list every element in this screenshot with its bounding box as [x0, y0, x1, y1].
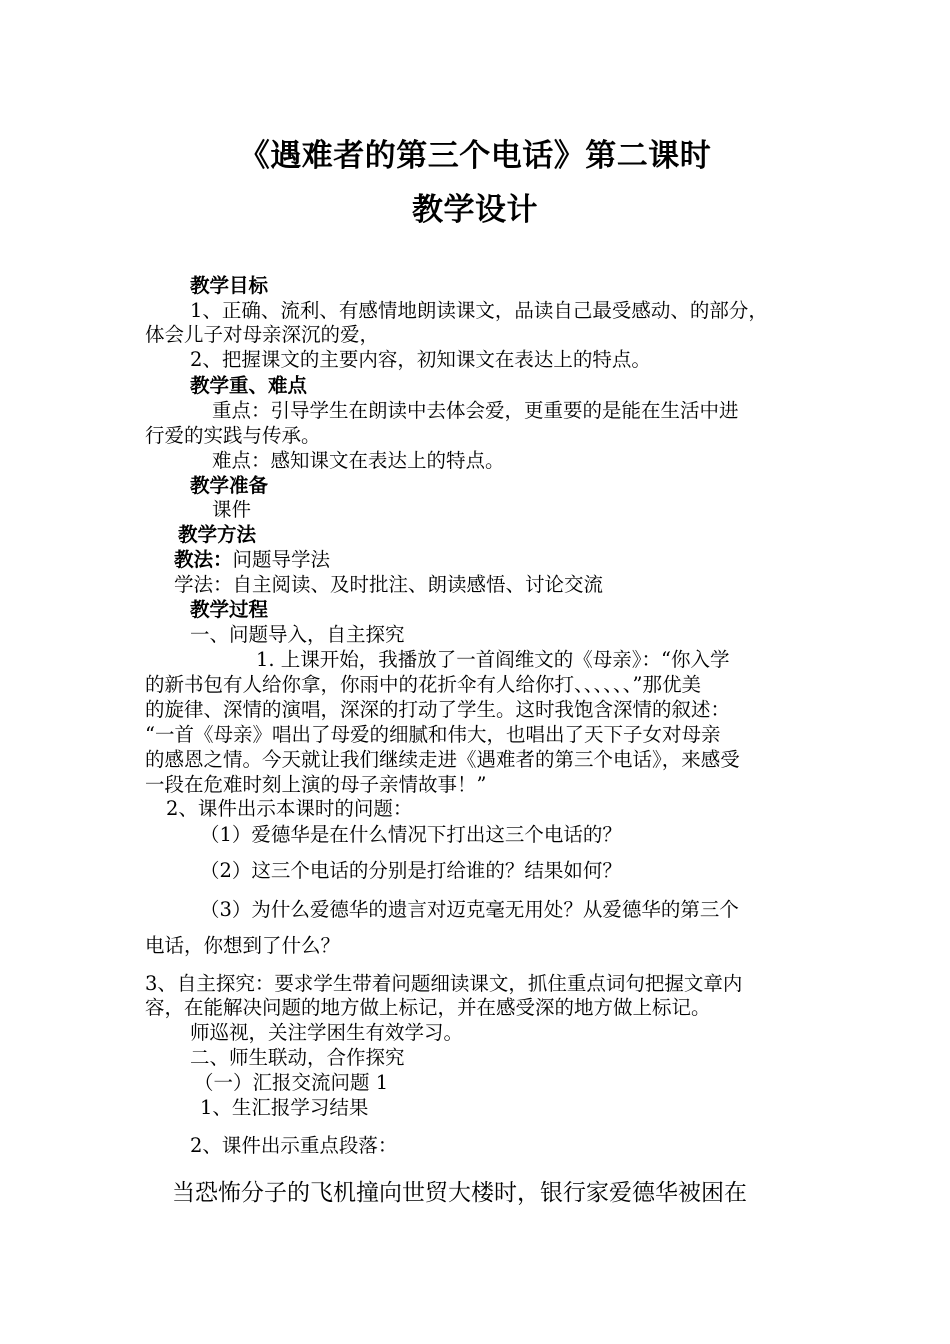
goal-2: 2、把握课文的主要内容，初知课文在表达上的特点。 — [190, 348, 651, 371]
step-1-line-3: 的旋律、深情的演唱，深深的打动了学生。这时我饱含深情的叙述： — [145, 698, 731, 721]
excerpt-paragraph: 当恐怖分子的飞机撞向世贸大楼时，银行家爱德华被困在 — [172, 1180, 747, 1206]
section-2-step-2: 2、课件出示重点段落： — [190, 1134, 398, 1157]
question-2: （2）这三个电话的分别是打给谁的？结果如何？ — [200, 859, 622, 882]
goal-heading: 教学目标 — [190, 274, 269, 297]
process-heading: 教学过程 — [190, 598, 269, 621]
section-2-step-1: 1、生汇报学习结果 — [200, 1096, 369, 1119]
section-2-heading: 二、师生联动，合作探究 — [190, 1046, 405, 1069]
question-3-line-2: 电话，你想到了什么？ — [145, 934, 341, 957]
step-1-line-4: “一首《母亲》唱出了母爱的细腻和伟大，也唱出了天下子女对母亲 — [145, 723, 721, 746]
teaching-method — [174, 548, 330, 572]
document-title: 《遇难者的第三个电话》第二课时 — [238, 138, 712, 174]
goal-1-line-2: 体会儿子对母亲深沉的爱， — [145, 323, 380, 346]
preparation-heading: 教学准备 — [190, 474, 269, 497]
document-subtitle: 教学设计 — [412, 192, 538, 228]
section-1-heading: 一、问题导入，自主探究 — [190, 623, 405, 646]
method-heading: 教学方法 — [178, 523, 257, 546]
step-1-line-2: 的新书包有人给你拿，你雨中的花折伞有人给你打、、、、、、”那优美 — [145, 673, 701, 696]
key-point-line-2: 行爱的实践与传承。 — [145, 424, 321, 447]
step-1-line-1: 1. 上课开始，我播放了一首阎维文的《母亲》：“你入学 — [256, 648, 730, 671]
step-3-line-2: 容，在能解决问题的地方做上标记，并在感受深的地方做上标记。 — [145, 996, 711, 1019]
preparation-value: 课件 — [212, 498, 252, 521]
question-1: （1）爱德华是在什么情况下打出这三个电话的？ — [200, 823, 622, 846]
question-3-line-1: （3）为什么爱德华的遗言对迈克毫无用处？从爱德华的第三个 — [200, 898, 739, 921]
learning-method: 学法：自主阅读、及时批注、朗读感悟、讨论交流 — [174, 573, 604, 596]
step-2: 2、课件出示本课时的问题： — [166, 797, 413, 820]
step-3-line-1: 3、自主探究：要求学生带着问题细读课文，抓住重点词句把握文章内 — [145, 972, 743, 995]
section-2-subheading: （一）汇报交流问题 1 — [194, 1071, 389, 1094]
teaching-method-label: 教法： — [174, 548, 233, 571]
difficult-point: 难点：感知课文在表达上的特点。 — [212, 449, 505, 472]
teaching-method-value: 问题导学法 — [232, 548, 331, 571]
step-1-line-6: 一段在危难时刻上演的母子亲情故事！” — [145, 773, 487, 796]
key-points-heading: 教学重、难点 — [190, 374, 308, 397]
goal-1-line-1: 1、正确、流利、有感情地朗读课文，品读自己最受感动、的部分， — [190, 299, 768, 322]
step-3-line-3: 师巡视，关注学困生有效学习。 — [190, 1021, 464, 1044]
key-point-line-1: 重点：引导学生在朗读中去体会爱，更重要的是能在生活中进 — [212, 399, 739, 422]
step-1-line-5: 的感恩之情。今天就让我们继续走进《遇难者的第三个电话》，来感受 — [145, 748, 740, 771]
